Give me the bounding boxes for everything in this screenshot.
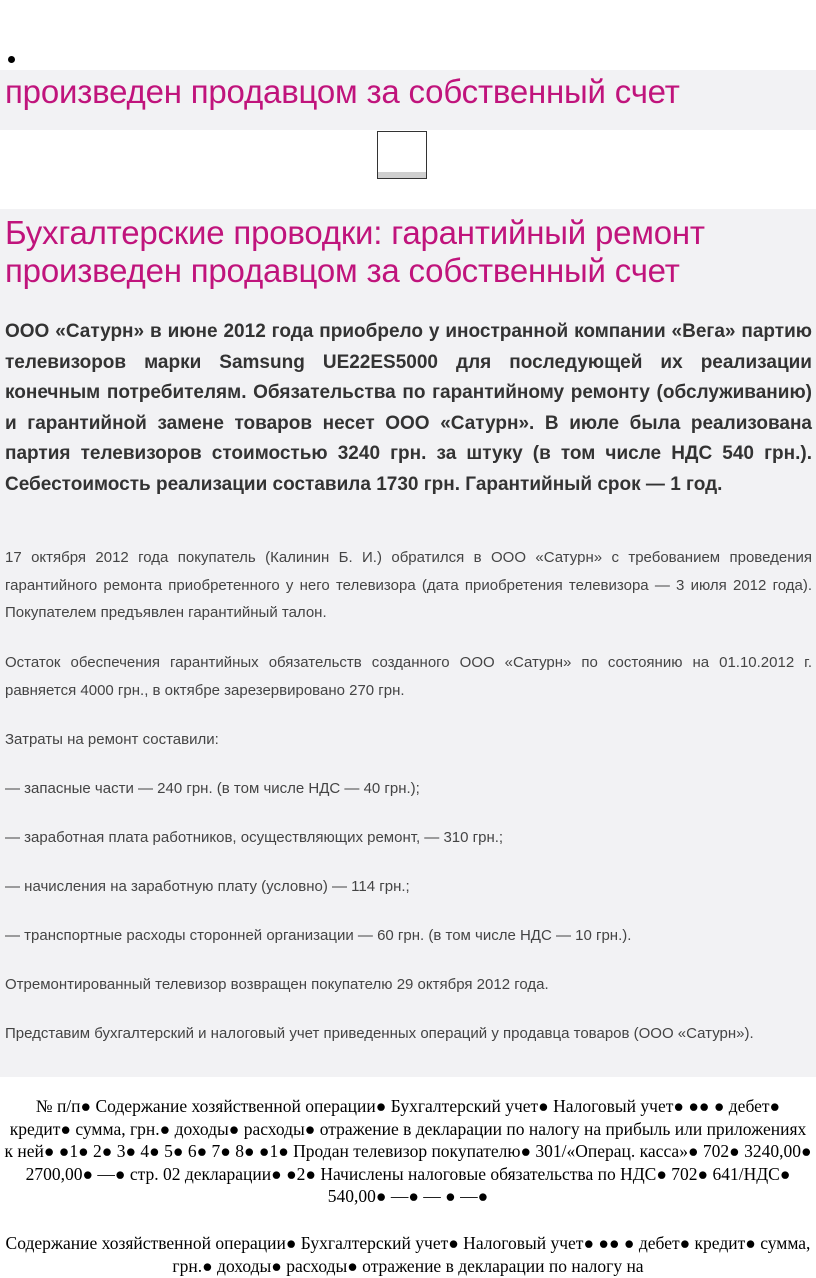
paragraph-transport: — транспортные расходы сторонней организации — 60 грн. (в том числе НДС — 10 грн.). xyxy=(5,927,632,944)
top-heading: произведен продавцом за собственный счет xyxy=(5,73,680,110)
paragraph-costs-intro: Затраты на ремонт составили: xyxy=(5,731,219,748)
paragraph-spare-parts: — запасные части — 240 грн. (в том числе НДС — 40 грн.); xyxy=(5,780,420,797)
paragraph-payroll-charges: — начисления на заработную плату (условно) — 114 грн.; xyxy=(5,878,410,895)
paragraph-wages: — заработная плата работников, осуществляющих ремонт, — 310 грн.; xyxy=(5,829,504,846)
image-placeholder-icon xyxy=(377,131,427,179)
table-text-block-2: Содержание хозяйственной операции● Бухгалтерский учет● Налоговый учет● ●● ● дебет● кредит● сумма, грн.● доходы● расходы● отражение в декларации по налогу на xyxy=(5,1233,811,1276)
lead-paragraph: ООО «Сатурн» в июне 2012 года приобрело у иностранной компании «Вега» партию телевизоров марки Samsung UE22ES5000 для последующей их реализации конечным потребителям. Обязательства по гарантийному ремонту (обслуживанию) и гарантийной замене товаров несет ООО «Сатурн». В июле была реализована партия телевизоров стоимостью 3240 грн. за штуку (в том числе НДС 540 грн.). Себестоимость реализации составила 1730 грн. Гарантийный срок — 1 год. xyxy=(5,321,812,495)
article-title xyxy=(5,214,705,290)
article-title-line-1: Бухгалтерские проводки: гарантийный ремонт xyxy=(5,214,705,251)
list-bullet xyxy=(8,56,15,63)
paragraph-accounting-intro: Представим бухгалтерский и налоговый учет приведенных операций у продавца товаров (ООО «Сатурн»). xyxy=(5,1025,754,1042)
article-title-line-2: произведен продавцом за собственный счет xyxy=(5,252,680,289)
table-text-block-1: № п/п● Содержание хозяйственной операции● Бухгалтерский учет● Налоговый учет● ●● ● дебет● кредит● сумма, грн.● доходы● расходы● отражение в декларации по налогу на прибыль или приложениях к ней● ●1● 2● 3● 4● 5● 6● 7● 8● ●1● Продан телевизор покупателю● 301/«Операц. касса»● 702● 3240,00● 2700,00● —● стр. 02 декларации● ●2● Начислены налоговые обязательства по НДС● 702● 641/НДС● 540,00● —● — ● —● xyxy=(4,1096,812,1206)
paragraph-provision-balance: Остаток обеспечения гарантийных обязательств созданного ООО «Сатурн» по состоянию на 01.10.2012 г. равняется 4000 грн., в октябре зарезервировано 270 грн. xyxy=(5,654,812,699)
paragraph-complaint: 17 октября 2012 года покупатель (Калинин Б. И.) обратился в ООО «Сатурн» с требованием проведения гарантийного ремонта приобретенного у него телевизора (дата приобретения телевизора — 3 июля 2012 года). Покупателем предъявлен гарантийный талон. xyxy=(5,549,812,621)
paragraph-returned: Отремонтированный телевизор возвращен покупателю 29 октября 2012 года. xyxy=(5,976,549,993)
